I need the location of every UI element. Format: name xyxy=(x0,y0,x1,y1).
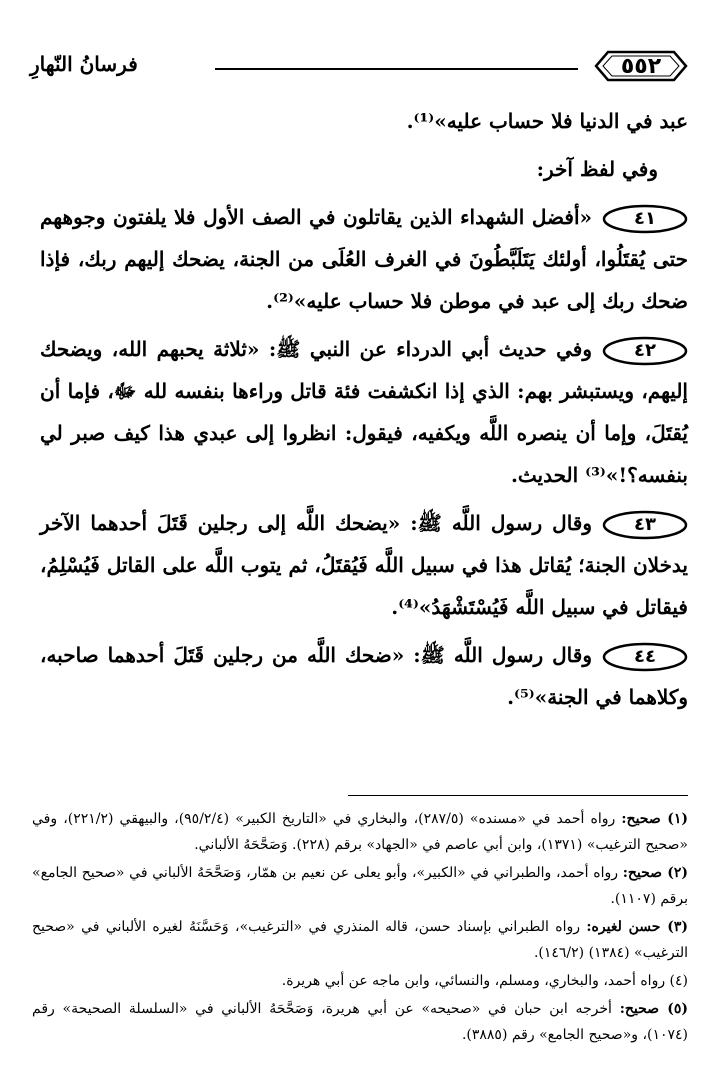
paragraph: وفي لفظ آخر: xyxy=(536,157,658,181)
page-header xyxy=(30,48,688,92)
hadith-text: وقال رسول اللَّه ﷺ: «ضحك اللَّه من رجلين قَتَلَ أحدهما صاحبه، وكلاهما في الجنة»⁽⁵⁾. xyxy=(40,643,688,709)
hadith-number-badge: ٤٣ xyxy=(602,510,688,540)
header-rule xyxy=(215,68,578,70)
footnote-4: (٤) رواه أحمد، والبخاري، ومسلم، والنسائي، وابن ماجه عن أبي هريرة. xyxy=(281,973,688,989)
footnote-separator xyxy=(348,795,688,796)
hadith-text: وقال رسول اللَّه ﷺ: «يضحك اللَّه إلى رجلين قَتَلَ أحدهما الآخر يدخلان الجنة؛ يُقاتل هذا في سبيل اللَّه فَيُقتَلُ، ثم يتوب اللَّه على القاتل فَيُسْلِمُ، فيقاتل في سبيل اللَّه فَيُسْتَشْهَدُ»⁽⁴⁾. xyxy=(40,511,688,619)
page-number: ٥٥٢ xyxy=(620,53,662,79)
main-text xyxy=(40,100,688,724)
footnote-3: (٣) حسن لغيره: رواه الطبراني بإسناد حسن، قاله المنذري في «الترغيب»، وَحَسَّنَهُ لغيره الألباني في «صحيح الترغيب» (١٣٨٤) (١٤٦/٢). xyxy=(32,919,688,961)
hadith-text: وفي حديث أبي الدرداء عن النبي ﷺ: «ثلاثة يحبهم الله، ويضحك إليهم، ويستبشر بهم: الذي إذا انكشفت فئة قاتل وراءها بنفسه لله ﷻ، فإما أن يُقتَلَ، وإما أن ينصره اللَّه ويكفيه، فيقول: انظروا إلى عبدي هذا كيف صبر لي بنفسه؟!»⁽³⁾ الحديث. xyxy=(40,337,688,487)
footnotes xyxy=(32,806,688,1050)
footnote-5: (٥) صحيح: أخرجه ابن حبان في «صحيحه» عن أبي هريرة، وَصَحَّحَهُ الألباني في «السلسلة الصحيحة» رقم (١٠٧٤)، و«صحيح الجامع» رقم (٣٨٨٥). xyxy=(32,1001,688,1043)
footnote-2: (٢) صحيح: رواه أحمد، والطبراني في «الكبير»، وأبو يعلى عن نعيم بن همّار، وَصَحَّحَهُ الألباني في «صحيح الجامع» برقم (١١٠٧). xyxy=(32,865,688,907)
paragraph: عبد في الدنيا فلا حساب عليه»⁽¹⁾. xyxy=(406,109,688,133)
hadith-number-badge: ٤٤ xyxy=(602,642,688,672)
hadith-41 xyxy=(40,196,688,322)
hadith-44 xyxy=(40,634,688,718)
page-number-badge xyxy=(594,48,688,84)
hadith-text: «أفضل الشهداء الذين يقاتلون في الصف الأول فلا يلفتون وجوههم حتى يُقتَلُوا، أولئك يَتَلَبَّطُونَ في الغرف العُلَى من الجنة، يضحك إليهم ربك، فإذا ضحك ربك إلى عبد في موطن فلا حساب عليه»⁽²⁾. xyxy=(40,205,688,313)
book-title: فرسانُ النّهارِ xyxy=(30,52,138,76)
footnote-1: (١) صحيح: رواه أحمد في «مسنده» (٢٨٧/٥)، والبخاري في «التاريخ الكبير» (٩٥/٢/٤)، والبيهقي (٢٢١/٢)، وفي «صحيح الترغيب» (١٣٧١)، وابن أبي عاصم في «الجهاد» برقم (٢٢٨). وَصَحَّحَهُ الألباني. xyxy=(32,811,688,853)
hadith-number-badge: ٤٢ xyxy=(602,336,688,366)
hadith-43 xyxy=(40,502,688,628)
hadith-42 xyxy=(40,328,688,496)
hadith-number-badge: ٤١ xyxy=(602,204,688,234)
